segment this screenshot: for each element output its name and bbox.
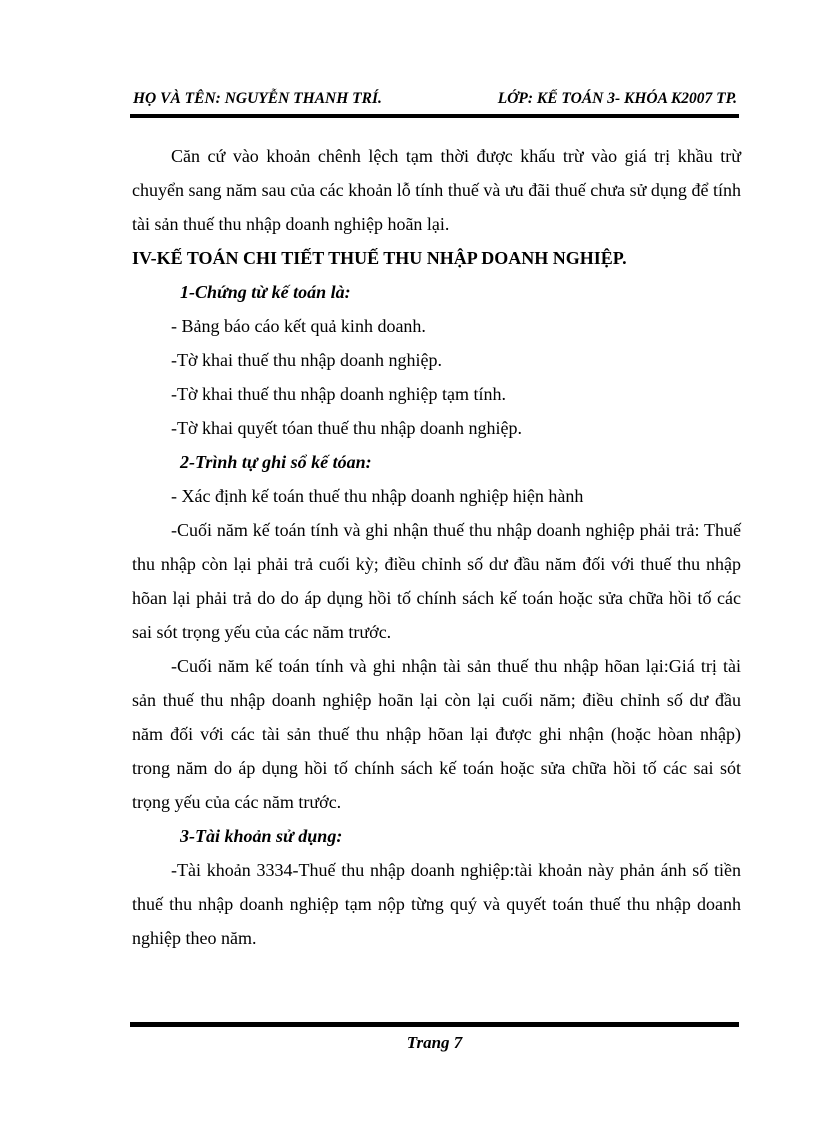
- subsection-heading-procedure: 2-Trình tự ghi sổ kế tóan:: [180, 452, 372, 472]
- section-heading: IV-KẾ TOÁN CHI TIẾT THUẾ THU NHẬP DOANH NGHIỆP.: [132, 248, 627, 268]
- subsection-heading-documents: 1-Chứng từ kế toán là:: [180, 282, 351, 302]
- subsection-heading-accounts: 3-Tài khoản sử dụng:: [180, 826, 343, 846]
- page-body: [132, 139, 741, 955]
- list-item: -Tờ khai thuế thu nhập doanh nghiệp.: [171, 350, 442, 370]
- student-name: HỌ VÀ TÊN: NGUYỄN THANH TRÍ.: [133, 90, 382, 107]
- list-item: -Tờ khai quyết tóan thuế thu nhập doanh nghiệp.: [171, 418, 522, 438]
- list-item: - Xác định kế toán thuế thu nhập doanh nghiệp hiện hành: [171, 486, 584, 506]
- account-paragraph: -Tài khoản 3334-Thuế thu nhập doanh nghiệp:tài khoản này phản ánh số tiền thuế thu nhập doanh nghiệp tạm nộp từng quý và quyết toán thuế thu nhập doanh nghiệp theo năm.: [132, 860, 741, 948]
- page-header: [133, 90, 737, 114]
- list-item: -Tờ khai thuế thu nhập doanh nghiệp tạm tính.: [171, 384, 506, 404]
- intro-paragraph: Căn cứ vào khoản chênh lệch tạm thời được khấu trừ vào giá trị khầu trừ chuyển sang năm sau của các khoản lỗ tính thuế và ưu đãi thuế chưa sử dụng để tính tài sản thuế thu nhập doanh nghiệp hoãn lại.: [132, 146, 741, 234]
- list-item: - Bảng báo cáo kết quả kinh doanh.: [171, 316, 426, 336]
- page-number: Trang 7: [406, 1033, 463, 1052]
- header-rule: [130, 114, 739, 118]
- procedure-paragraph-deferred-asset: -Cuối năm kế toán tính và ghi nhận tài sản thuế thu nhập hõan lại:Giá trị tài sản thuế thu nhập doanh nghiệp hoãn lại còn lại cuối năm; điều chỉnh số dư đầu năm đối với các tài sản thuế thu nhập hõan lại được ghi nhận (hoặc hòan nhập) trong năm do áp dụng hồi tố chính sách kế toán hoặc sửa chữa hồi tố các sai sót trọng yếu của các năm trước.: [132, 656, 741, 812]
- class-info: LỚP: KẾ TOÁN 3- KHÓA K2007 TP.: [497, 90, 737, 107]
- footer-rule: [130, 1022, 739, 1027]
- procedure-paragraph-payable: -Cuối năm kế toán tính và ghi nhận thuế thu nhập doanh nghiệp phải trả: Thuế thu nhập còn lại phải trả cuối kỳ; điều chỉnh số dư đầu năm đối với thuế thu nhập hõan lại phải trả do do áp dụng hồi tố chính sách kế toán hoặc sửa chữa hồi tố các sai sót trọng yếu của các năm trước.: [132, 520, 741, 642]
